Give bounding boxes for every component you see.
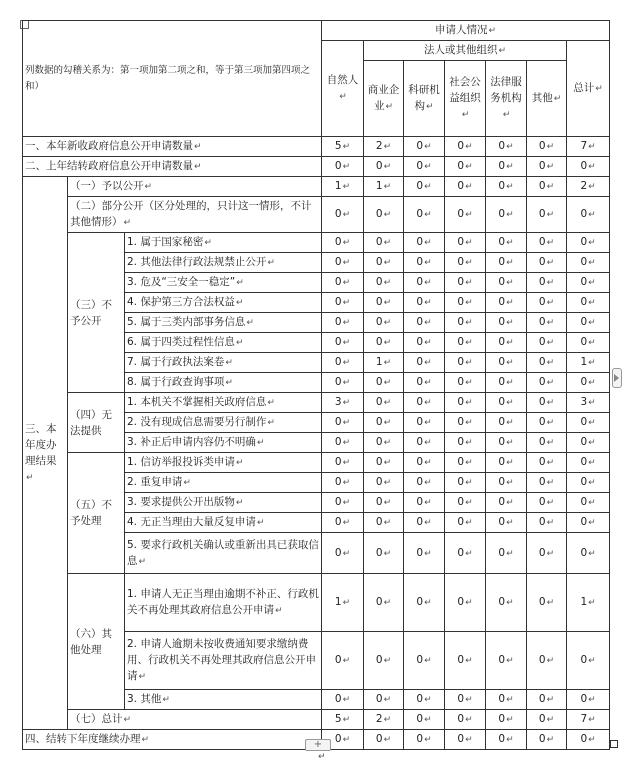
value-cell: 0↵ xyxy=(567,513,610,533)
item-label: 1. 本机关不掌握相关政府信息↵ xyxy=(125,393,322,413)
value-cell: 0↵ xyxy=(322,513,364,533)
value-cell: 0↵ xyxy=(364,393,404,413)
value-cell: 0↵ xyxy=(364,473,404,493)
value-cell: 1↵ xyxy=(364,177,404,197)
value-cell: 0↵ xyxy=(404,293,445,313)
item-label: 3. 其他↵ xyxy=(125,690,322,710)
value-cell: 1↵ xyxy=(322,177,364,197)
value-cell: 0↵ xyxy=(567,413,610,433)
item-label: 2. 没有现成信息需要另行制作↵ xyxy=(125,413,322,433)
table-row xyxy=(23,177,610,197)
value-cell: 0↵ xyxy=(322,197,364,233)
row-label: 四、结转下年度继续办理↵ xyxy=(23,730,322,750)
value-cell: 0↵ xyxy=(445,533,486,574)
legal-col-header: 其他↵ xyxy=(527,61,567,137)
value-cell: 0↵ xyxy=(322,493,364,513)
value-cell: 0↵ xyxy=(404,453,445,473)
value-cell: 0↵ xyxy=(404,710,445,730)
legal-col-header: 法律服务机构↵ xyxy=(486,61,527,137)
value-cell: 7↵ xyxy=(567,710,610,730)
value-cell: 0↵ xyxy=(404,233,445,253)
value-cell: 0↵ xyxy=(404,473,445,493)
value-cell: 0↵ xyxy=(486,157,527,177)
group-label: （四）无法提供 xyxy=(68,393,125,453)
value-cell: 0↵ xyxy=(445,393,486,413)
item-label: 5. 属于三类内部事务信息↵ xyxy=(125,313,322,333)
value-cell: 0↵ xyxy=(322,632,364,690)
value-cell: 0↵ xyxy=(486,730,527,750)
value-cell: 0↵ xyxy=(486,710,527,730)
value-cell: 0↵ xyxy=(486,197,527,233)
value-cell: 0↵ xyxy=(404,313,445,333)
row-label: 一、本年新收政府信息公开申请数量↵ xyxy=(23,137,322,157)
value-cell: 0↵ xyxy=(364,233,404,253)
value-cell: 0↵ xyxy=(486,473,527,493)
value-cell: 0↵ xyxy=(445,632,486,690)
value-cell: 0↵ xyxy=(527,333,567,353)
value-cell: 0↵ xyxy=(445,333,486,353)
item-label: 1. 信访举报投诉类申请↵ xyxy=(125,453,322,473)
value-cell: 0↵ xyxy=(445,453,486,473)
value-cell: 0↵ xyxy=(486,293,527,313)
value-cell: 0↵ xyxy=(527,730,567,750)
group-label: （七）总计↵ xyxy=(68,710,322,730)
value-cell: 0↵ xyxy=(486,453,527,473)
value-cell: 0↵ xyxy=(527,157,567,177)
value-cell: 0↵ xyxy=(445,433,486,453)
value-cell: 0↵ xyxy=(322,233,364,253)
group-label: （五）不予处理 xyxy=(68,453,125,574)
value-cell: 0↵ xyxy=(567,253,610,273)
value-cell: 0↵ xyxy=(364,293,404,313)
value-cell: 0↵ xyxy=(322,473,364,493)
value-cell: 0↵ xyxy=(486,333,527,353)
legal-group-header: 法人或其他组织↵ xyxy=(364,41,567,61)
value-cell: 0↵ xyxy=(486,177,527,197)
value-cell: 0↵ xyxy=(322,293,364,313)
value-cell: 0↵ xyxy=(486,313,527,333)
value-cell: 3↵ xyxy=(322,393,364,413)
table-row xyxy=(23,197,610,233)
item-label: 3. 补正后申请内容仍不明确↵ xyxy=(125,433,322,453)
value-cell: 0↵ xyxy=(527,473,567,493)
value-cell: 0↵ xyxy=(445,177,486,197)
value-cell: 0↵ xyxy=(364,493,404,513)
table-resize-handle[interactable] xyxy=(612,368,622,388)
value-cell: 5↵ xyxy=(322,137,364,157)
value-cell: 0↵ xyxy=(322,353,364,373)
value-cell: 0↵ xyxy=(486,533,527,574)
value-cell: 0↵ xyxy=(567,493,610,513)
value-cell: 0↵ xyxy=(404,493,445,513)
value-cell: 0↵ xyxy=(404,730,445,750)
value-cell: 3↵ xyxy=(567,393,610,413)
value-cell: 0↵ xyxy=(567,433,610,453)
value-cell: 0↵ xyxy=(322,433,364,453)
paragraph-mark: ↵ xyxy=(318,752,326,762)
section-3-label: 三、本年度办理结果↵ xyxy=(23,177,68,730)
value-cell: 0↵ xyxy=(527,433,567,453)
value-cell: 1↵ xyxy=(322,574,364,632)
item-label: 6. 属于四类过程性信息↵ xyxy=(125,333,322,353)
value-cell: 1↵ xyxy=(567,574,610,632)
value-cell: 0↵ xyxy=(567,373,610,393)
value-cell: 0↵ xyxy=(486,253,527,273)
value-cell: 0↵ xyxy=(404,177,445,197)
value-cell: 0↵ xyxy=(404,690,445,710)
value-cell: 0↵ xyxy=(527,197,567,233)
value-cell: 0↵ xyxy=(567,157,610,177)
value-cell: 0↵ xyxy=(527,533,567,574)
table-row xyxy=(23,453,610,473)
table-row xyxy=(23,157,610,177)
value-cell: 0↵ xyxy=(364,690,404,710)
value-cell: 0↵ xyxy=(567,533,610,574)
item-label: 3. 要求提供公开出版物↵ xyxy=(125,493,322,513)
value-cell: 0↵ xyxy=(322,373,364,393)
value-cell: 0↵ xyxy=(364,373,404,393)
value-cell: 0↵ xyxy=(445,233,486,253)
value-cell: 0↵ xyxy=(527,632,567,690)
value-cell: 0↵ xyxy=(364,433,404,453)
value-cell: 0↵ xyxy=(322,273,364,293)
value-cell: 0↵ xyxy=(567,632,610,690)
value-cell: 0↵ xyxy=(364,253,404,273)
item-label: 2. 其他法律行政法规禁止公开↵ xyxy=(125,253,322,273)
item-label: 4. 无正当理由大量反复申请↵ xyxy=(125,513,322,533)
value-cell: 0↵ xyxy=(445,353,486,373)
legal-col-header: 社会公益组织↵ xyxy=(445,61,486,137)
value-cell: 0↵ xyxy=(527,233,567,253)
item-label: 2. 申请人逾期未按收费通知要求缴纳费用、行政机关不再处理其政府信息公开申请↵ xyxy=(125,632,322,690)
value-cell: 0↵ xyxy=(445,197,486,233)
value-cell: 0↵ xyxy=(364,157,404,177)
value-cell: 0↵ xyxy=(527,273,567,293)
value-cell: 0↵ xyxy=(486,137,527,157)
table-corner-resize-handle[interactable] xyxy=(610,740,618,748)
value-cell: 0↵ xyxy=(567,313,610,333)
value-cell: 0↵ xyxy=(404,513,445,533)
value-cell: 0↵ xyxy=(486,393,527,413)
value-cell: 0↵ xyxy=(527,453,567,473)
value-cell: 0↵ xyxy=(567,473,610,493)
value-cell: 0↵ xyxy=(527,710,567,730)
value-cell: 0↵ xyxy=(445,293,486,313)
legal-col-header: 商业企业↵ xyxy=(364,61,404,137)
table-row xyxy=(23,574,610,632)
value-cell: 0↵ xyxy=(527,177,567,197)
value-cell: 0↵ xyxy=(364,513,404,533)
table-row xyxy=(23,710,610,730)
value-cell: 0↵ xyxy=(364,730,404,750)
value-cell: 0↵ xyxy=(445,493,486,513)
value-cell: 0↵ xyxy=(567,333,610,353)
value-cell: 2↵ xyxy=(364,137,404,157)
header-note-cell xyxy=(23,21,322,137)
value-cell: 0↵ xyxy=(486,632,527,690)
value-cell: 0↵ xyxy=(445,313,486,333)
value-cell: 0↵ xyxy=(364,273,404,293)
value-cell: 0↵ xyxy=(527,313,567,333)
item-label: 3. 危及“三安全一稳定”↵ xyxy=(125,273,322,293)
value-cell: 5↵ xyxy=(322,710,364,730)
value-cell: 0↵ xyxy=(567,197,610,233)
government-info-disclosure-table xyxy=(22,20,610,750)
value-cell: 0↵ xyxy=(486,413,527,433)
value-cell: 0↵ xyxy=(486,353,527,373)
row-label: 二、上年结转政府信息公开申请数量↵ xyxy=(23,157,322,177)
value-cell: 0↵ xyxy=(527,137,567,157)
value-cell: 1↵ xyxy=(567,353,610,373)
value-cell: 0↵ xyxy=(445,473,486,493)
value-cell: 0↵ xyxy=(445,513,486,533)
group-label: （三）不予公开 xyxy=(68,233,125,393)
value-cell: 0↵ xyxy=(322,533,364,574)
value-cell: 0↵ xyxy=(527,373,567,393)
value-cell: 0↵ xyxy=(364,574,404,632)
value-cell: 0↵ xyxy=(404,197,445,233)
value-cell: 0↵ xyxy=(445,574,486,632)
value-cell: 0↵ xyxy=(404,632,445,690)
value-cell: 0↵ xyxy=(527,253,567,273)
value-cell: 0↵ xyxy=(404,333,445,353)
add-row-button[interactable]: + xyxy=(305,739,331,751)
value-cell: 0↵ xyxy=(527,513,567,533)
value-cell: 2↵ xyxy=(364,710,404,730)
value-cell: 0↵ xyxy=(567,233,610,253)
value-cell: 0↵ xyxy=(364,632,404,690)
value-cell: 0↵ xyxy=(322,253,364,273)
item-label: 1. 属于国家秘密↵ xyxy=(125,233,322,253)
group-label: （二）部分公开（区分处理的，只计这一情形，不计其他情形）↵ xyxy=(68,197,322,233)
value-cell: 0↵ xyxy=(527,353,567,373)
value-cell: 0↵ xyxy=(445,373,486,393)
value-cell: 0↵ xyxy=(445,273,486,293)
value-cell: 0↵ xyxy=(486,513,527,533)
value-cell: 0↵ xyxy=(322,453,364,473)
applicant-status-header: 申请人情况↵ xyxy=(322,21,610,41)
value-cell: 0↵ xyxy=(486,233,527,253)
value-cell: 0↵ xyxy=(567,453,610,473)
group-label: （六）其他处理 xyxy=(68,574,125,710)
value-cell: 0↵ xyxy=(404,393,445,413)
value-cell: 0↵ xyxy=(527,293,567,313)
natural-person-header: 自然人↵ xyxy=(322,41,364,137)
value-cell: 0↵ xyxy=(567,730,610,750)
value-cell: 0↵ xyxy=(322,730,364,750)
item-label: 8. 属于行政查询事项↵ xyxy=(125,373,322,393)
value-cell: 0↵ xyxy=(445,710,486,730)
value-cell: 0↵ xyxy=(486,433,527,453)
value-cell: 0↵ xyxy=(404,373,445,393)
value-cell: 0↵ xyxy=(404,353,445,373)
value-cell: 0↵ xyxy=(364,197,404,233)
header-note: 列数据的勾稽关系为：第一项加第二项之和，等于第三项加第四项之和） xyxy=(25,64,311,92)
legal-col-header: 科研机构↵ xyxy=(404,61,445,137)
value-cell: 0↵ xyxy=(527,493,567,513)
value-cell: 0↵ xyxy=(322,157,364,177)
value-cell: 0↵ xyxy=(404,157,445,177)
value-cell: 0↵ xyxy=(527,574,567,632)
value-cell: 0↵ xyxy=(567,273,610,293)
table-row xyxy=(23,137,610,157)
value-cell: 0↵ xyxy=(486,373,527,393)
value-cell: 0↵ xyxy=(404,574,445,632)
value-cell: 0↵ xyxy=(445,137,486,157)
value-cell: 0↵ xyxy=(364,413,404,433)
value-cell: 0↵ xyxy=(445,690,486,710)
value-cell: 0↵ xyxy=(445,157,486,177)
item-label: 4. 保护第三方合法权益↵ xyxy=(125,293,322,313)
value-cell: 0↵ xyxy=(445,730,486,750)
table-row xyxy=(23,233,610,253)
value-cell: 0↵ xyxy=(527,690,567,710)
group-label: （一）予以公开↵ xyxy=(68,177,322,197)
value-cell: 0↵ xyxy=(486,574,527,632)
value-cell: 0↵ xyxy=(364,313,404,333)
value-cell: 0↵ xyxy=(404,253,445,273)
value-cell: 0↵ xyxy=(567,690,610,710)
value-cell: 0↵ xyxy=(445,413,486,433)
total-header: 总计↵ xyxy=(567,41,610,137)
value-cell: 0↵ xyxy=(364,453,404,473)
item-label: 5. 要求行政机关确认或重新出具已获取信息↵ xyxy=(125,533,322,574)
value-cell: 0↵ xyxy=(322,313,364,333)
value-cell: 0↵ xyxy=(486,493,527,513)
value-cell: 0↵ xyxy=(404,413,445,433)
value-cell: 2↵ xyxy=(567,177,610,197)
item-label: 2. 重复申请↵ xyxy=(125,473,322,493)
value-cell: 0↵ xyxy=(322,333,364,353)
value-cell: 0↵ xyxy=(404,433,445,453)
value-cell: 0↵ xyxy=(404,137,445,157)
value-cell: 0↵ xyxy=(486,273,527,293)
item-label: 7. 属于行政执法案卷↵ xyxy=(125,353,322,373)
value-cell: 1↵ xyxy=(364,353,404,373)
value-cell: 0↵ xyxy=(322,690,364,710)
value-cell: 0↵ xyxy=(527,393,567,413)
value-cell: 0↵ xyxy=(445,253,486,273)
table-row xyxy=(23,393,610,413)
item-label: 1. 申请人无正当理由逾期不补正、行政机关不再处理其政府信息公开申请↵ xyxy=(125,574,322,632)
value-cell: 0↵ xyxy=(364,533,404,574)
value-cell: 0↵ xyxy=(322,413,364,433)
value-cell: 0↵ xyxy=(404,533,445,574)
value-cell: 7↵ xyxy=(567,137,610,157)
value-cell: 0↵ xyxy=(404,273,445,293)
value-cell: 0↵ xyxy=(567,293,610,313)
value-cell: 0↵ xyxy=(486,690,527,710)
value-cell: 0↵ xyxy=(527,413,567,433)
value-cell: 0↵ xyxy=(364,333,404,353)
